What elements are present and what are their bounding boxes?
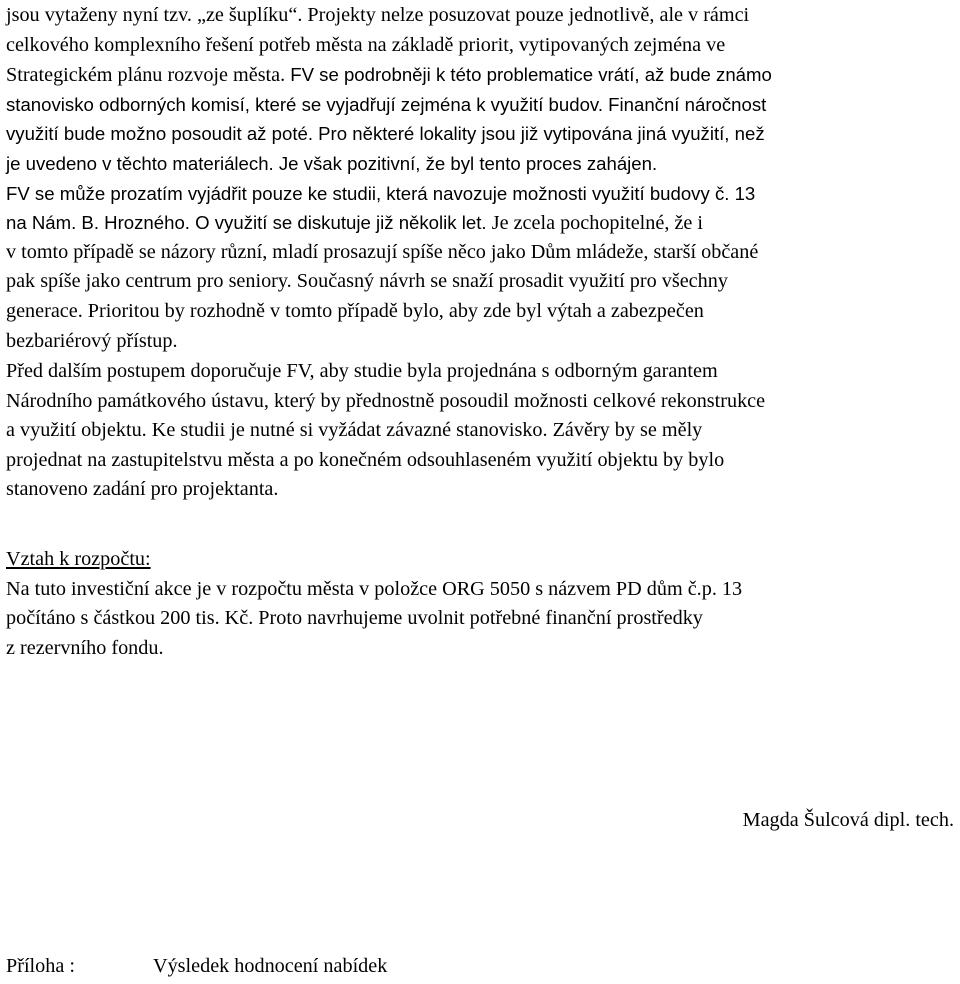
text-line: Na tuto investiční akce je v rozpočtu města v položce ORG 5050 s názvem PD dům č.p. 13 xyxy=(6,577,743,600)
text-line: jsou vytaženy nyní tzv. „ze šuplíku“. Projekty nelze posuzovat pouze jednotlivě, ale v rámci xyxy=(6,4,750,26)
text-line: a využití objektu. Ke studii je nutné si vyžádat závazné stanovisko. Závěry by se měly xyxy=(6,419,703,442)
text-line: v tomto případě se názory různí, mladí prosazují spíše něco jako Dům mládeže, starší občané xyxy=(6,240,759,263)
text-line: stanovisko odborných komisí, které se vyjadřují zejména k využití budov. Finanční náročnost xyxy=(6,93,767,115)
budget-section xyxy=(6,545,954,663)
attachment-line xyxy=(6,951,387,981)
text-line: Strategickém plánu rozvoje města. FV se podrobněji k této problematice vrátí, až bude známo xyxy=(6,64,772,87)
text-line: je uvedeno v těchto materiálech. Je však pozitivní, že byl tento proces zahájen. xyxy=(6,152,658,174)
text-line: stanoveno zadání pro projektanta. xyxy=(6,478,279,501)
text-line: FV se může prozatím vyjádřit pouze ke studii, která navozuje možnosti využití budovy č. 13 xyxy=(6,182,756,204)
signature: Magda Šulcová dipl. tech. xyxy=(742,809,954,831)
text-line: využití bude možno posoudit až poté. Pro některé lokality jsou již vytipována jiná využití, než xyxy=(6,123,765,145)
paragraph-fv-opinion xyxy=(6,1,954,356)
text-line: z rezervního fondu. xyxy=(6,636,164,659)
attachment-value: Výsledek hodnocení nabídek xyxy=(153,955,388,977)
text-line: pak spíše jako centrum pro seniory. Současný návrh se snaží prosadit využití pro všechny xyxy=(6,270,728,293)
text-line: Před dalším postupem doporučuje FV, aby studie byla projednána s odborným garantem xyxy=(6,360,718,382)
text-line: Národního památkového ústavu, který by přednostně posoudil možnosti celkové rekonstrukce xyxy=(6,389,766,412)
text-line: projednat na zastupitelstvu města a po konečném odsouhlaseném využití objektu by bylo xyxy=(6,448,725,471)
text-line: generace. Prioritou by rozhodně v tomto případě bylo, aby zde byl výtah a zabezpečen xyxy=(6,299,704,322)
budget-heading: Vztah k rozpočtu: xyxy=(6,548,151,570)
text-line: na Nám. B. Hrozného. O využití se diskutuje již několik let. Je zcela pochopitelné, že i xyxy=(6,212,704,235)
text-line: celkového komplexního řešení potřeb města na základě priorit, vytipovaných zejména ve xyxy=(6,33,726,56)
paragraph-recommendation xyxy=(6,357,954,505)
text-line: bezbariérový přístup. xyxy=(6,329,178,352)
text-line: počítáno s částkou 200 tis. Kč. Proto navrhujeme uvolnit potřebné finanční prostředky xyxy=(6,607,703,630)
attachment-label: Příloha : xyxy=(6,955,75,977)
